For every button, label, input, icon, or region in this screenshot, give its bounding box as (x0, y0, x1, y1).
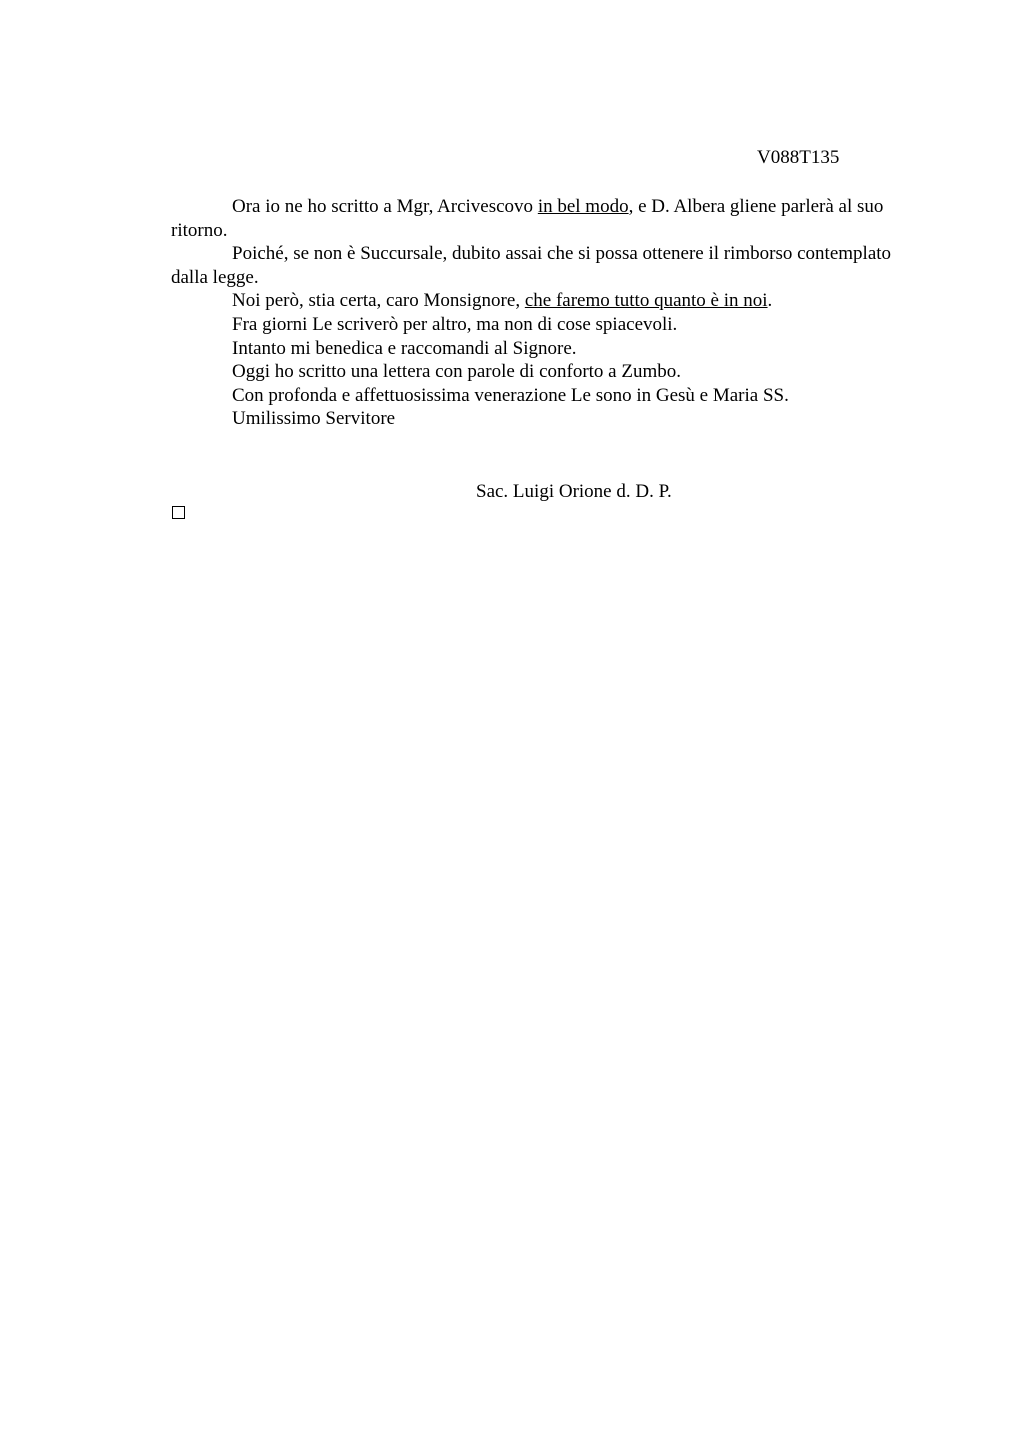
text-segment: Fra giorni Le scriverò per altro, ma non di cose spiacevoli. (232, 313, 678, 335)
paragraph (171, 360, 913, 384)
underlined-text-segment: in bel modo (537, 196, 629, 217)
text-segment: . (767, 290, 773, 312)
paragraph (171, 242, 913, 289)
letter-body (171, 195, 913, 431)
paragraph (171, 407, 913, 431)
text-segment: Ora io ne ho scritto a Mgr, Arcivescovo (232, 196, 538, 217)
underlined-text-segment: che faremo tutto quanto è in noi (524, 290, 768, 312)
paragraph (171, 337, 913, 361)
paragraph (171, 313, 913, 337)
document-id: V088T135 (757, 147, 840, 168)
text-segment: Poiché, se non è Succursale, dubito assai che si possa ottenere il rimborso contemplato dalla legge. (171, 243, 892, 288)
paragraph (171, 384, 913, 408)
text-segment: Oggi ho scritto una lettera con parole di conforto a Zumbo. (232, 361, 682, 383)
text-segment: , e D. Albera gliene parlerà al suo ritorno. (171, 196, 884, 241)
text-segment: Noi però, stia certa, caro Monsignore, (232, 290, 525, 312)
empty-square-icon (172, 506, 185, 519)
paragraph (171, 289, 913, 313)
signature: Sac. Luigi Orione d. D. P. (476, 481, 672, 502)
text-segment: Umilissimo Servitore (232, 408, 396, 430)
paragraph (171, 195, 913, 242)
text-segment: Intanto mi benedica e raccomandi al Signore. (232, 337, 577, 359)
text-segment: Con profonda e affettuosissima venerazione Le sono in Gesù e Maria SS. (232, 384, 789, 406)
